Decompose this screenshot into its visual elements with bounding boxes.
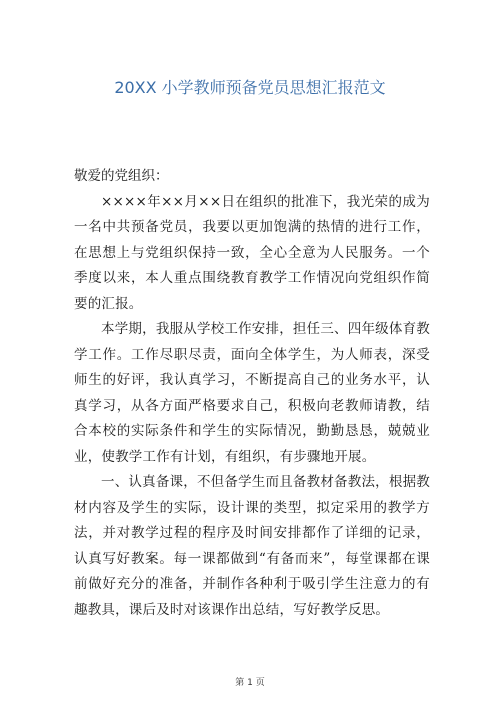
salutation: 敬爱的党组织：: [74, 168, 169, 184]
paragraph-2: 本学期，我服从学校工作安排，担任三、四年级体育教学工作。工作尽职尽责，面向全体学生，为人师表，深受师生的好评，我认真学习，不断提高自己的业务水平，认真学习，从各方面严格要求自己，积极向老教师请教，结合本校的实际条件和学生的实际情况，勤勤恳恳，兢兢业业，使教学工作有计划，有组织，有步骤地开展。: [74, 321, 430, 465]
document-body: [74, 160, 430, 623]
paragraph-1: ××××年××月××日在组织的批准下，我光荣的成为一名中共预备党员，我要以更加饱满的热情的进行工作，在思想上与党组织保持一致，全心全意为人民服务。一个季度以来，本人重点围绕教育教学工作情况向党组织作简要的汇报。: [74, 193, 430, 312]
page-number: 第 1 页: [235, 678, 265, 688]
document-title: 20XX 小学教师预备党员思想汇报范文: [114, 78, 386, 97]
paragraph-3: 一、认真备课，不但备学生而且备教材备教法，根据教材内容及学生的实际，设计课的类型，拟定采用的教学方法，并对教学过程的程序及时间安排都作了详细的记录，认真写好教案。每一课都做到“有备而来”，每堂课都在课前做好充分的准备，并制作各种利于吸引学生注意力的有趣教具，课后及时对该课作出总结，写好教学反思。: [74, 474, 430, 618]
